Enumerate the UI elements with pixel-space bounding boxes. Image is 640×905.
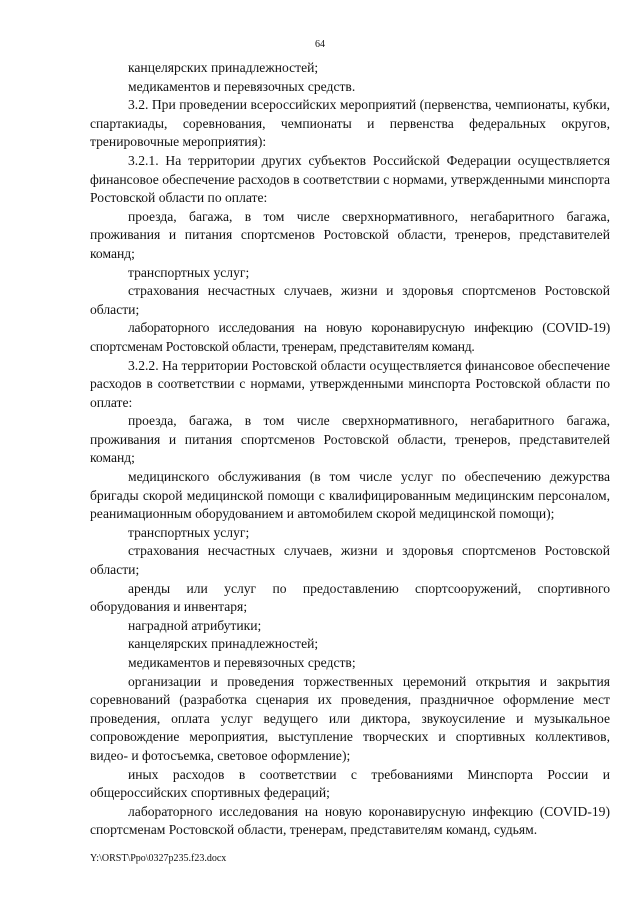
- paragraph: лабораторного исследования на новую коронавирусную инфекцию (COVID-19) спортсменам Ростовской области, тренерам, представителям команд, судьям.: [90, 803, 610, 838]
- paragraph: аренды или услуг по предоставлению спортсооружений, спортивного оборудования и инвентаря;: [90, 580, 610, 615]
- section-3-2: 3.2. При проведении всероссийских мероприятий (первенства, чемпионаты, кубки, спартакиады, соревнования, чемпионаты и первенства федеральных округов, тренировочные мероприятия):: [90, 97, 610, 150]
- paragraph: канцелярских принадлежностей;: [128, 636, 319, 652]
- section-3-2-2: 3.2.2. На территории Ростовской области осуществляется финансовое обеспечение расходов в соответствии с нормами, утвержденными минспорта Ростовской области по оплате:: [90, 357, 610, 410]
- footer-file-path: Y:\ORST\Ppo\0327p235.f23.docx: [90, 853, 227, 864]
- paragraph: проезда, багажа, в том числе сверхнормативного, негабаритного багажа, проживания и питания спортсменов Ростовской области, тренеров, представителей команд;: [90, 208, 610, 261]
- paragraph: транспортных услуг;: [128, 524, 250, 540]
- paragraph: иных расходов в соответствии с требованиями Минспорта России и общероссийских спортивных федераций;: [90, 766, 610, 801]
- paragraph: наградной атрибутики;: [128, 617, 262, 633]
- paragraph: транспортных услуг;: [128, 264, 250, 280]
- document-body: [90, 59, 610, 840]
- page-number: 64: [315, 39, 325, 50]
- paragraph: медикаментов и перевязочных средств.: [128, 78, 356, 94]
- paragraph: медицинского обслуживания (в том числе услуг по обеспечению дежурства бригады скорой медицинской помощи с квалифицированным медицинским персоналом, реанимационным оборудованием и автомобилем скорой медицинской помощи);: [90, 469, 610, 522]
- paragraph: проезда, багажа, в том числе сверхнормативного, негабаритного багажа, проживания и питания спортсменов Ростовской области, тренеров, представителей команд;: [90, 413, 610, 466]
- paragraph: страхования несчастных случаев, жизни и здоровья спортсменов Ростовской области;: [90, 543, 610, 578]
- paragraph: страхования несчастных случаев, жизни и здоровья спортсменов Ростовской области;: [90, 283, 610, 317]
- section-3-2-1: 3.2.1. На территории других субъектов Российской Федерации осуществляется финансовое обеспечение расходов в соответствии с нормами, утвержденными минспорта Ростовской области по оплате:: [90, 152, 610, 206]
- paragraph: медикаментов и перевязочных средств;: [128, 655, 356, 670]
- paragraph: канцелярских принадлежностей;: [128, 60, 319, 75]
- paragraph: лабораторного исследования на новую коронавирусную инфекцию (COVID-19) спортсменам Ростовской области, тренерам, представителям команд.: [90, 320, 610, 354]
- paragraph: организации и проведения торжественных церемоний открытия и закрытия соревнований (разработка сценария их проведения, праздничное оформление мест проведения, оплата услуг ведущего или диктора, звукоусиление и музыкальное сопровождение мероприятия, выступление творческих и спортивных коллективов, видео- и фотосъемка, световое оформление);: [90, 673, 610, 763]
